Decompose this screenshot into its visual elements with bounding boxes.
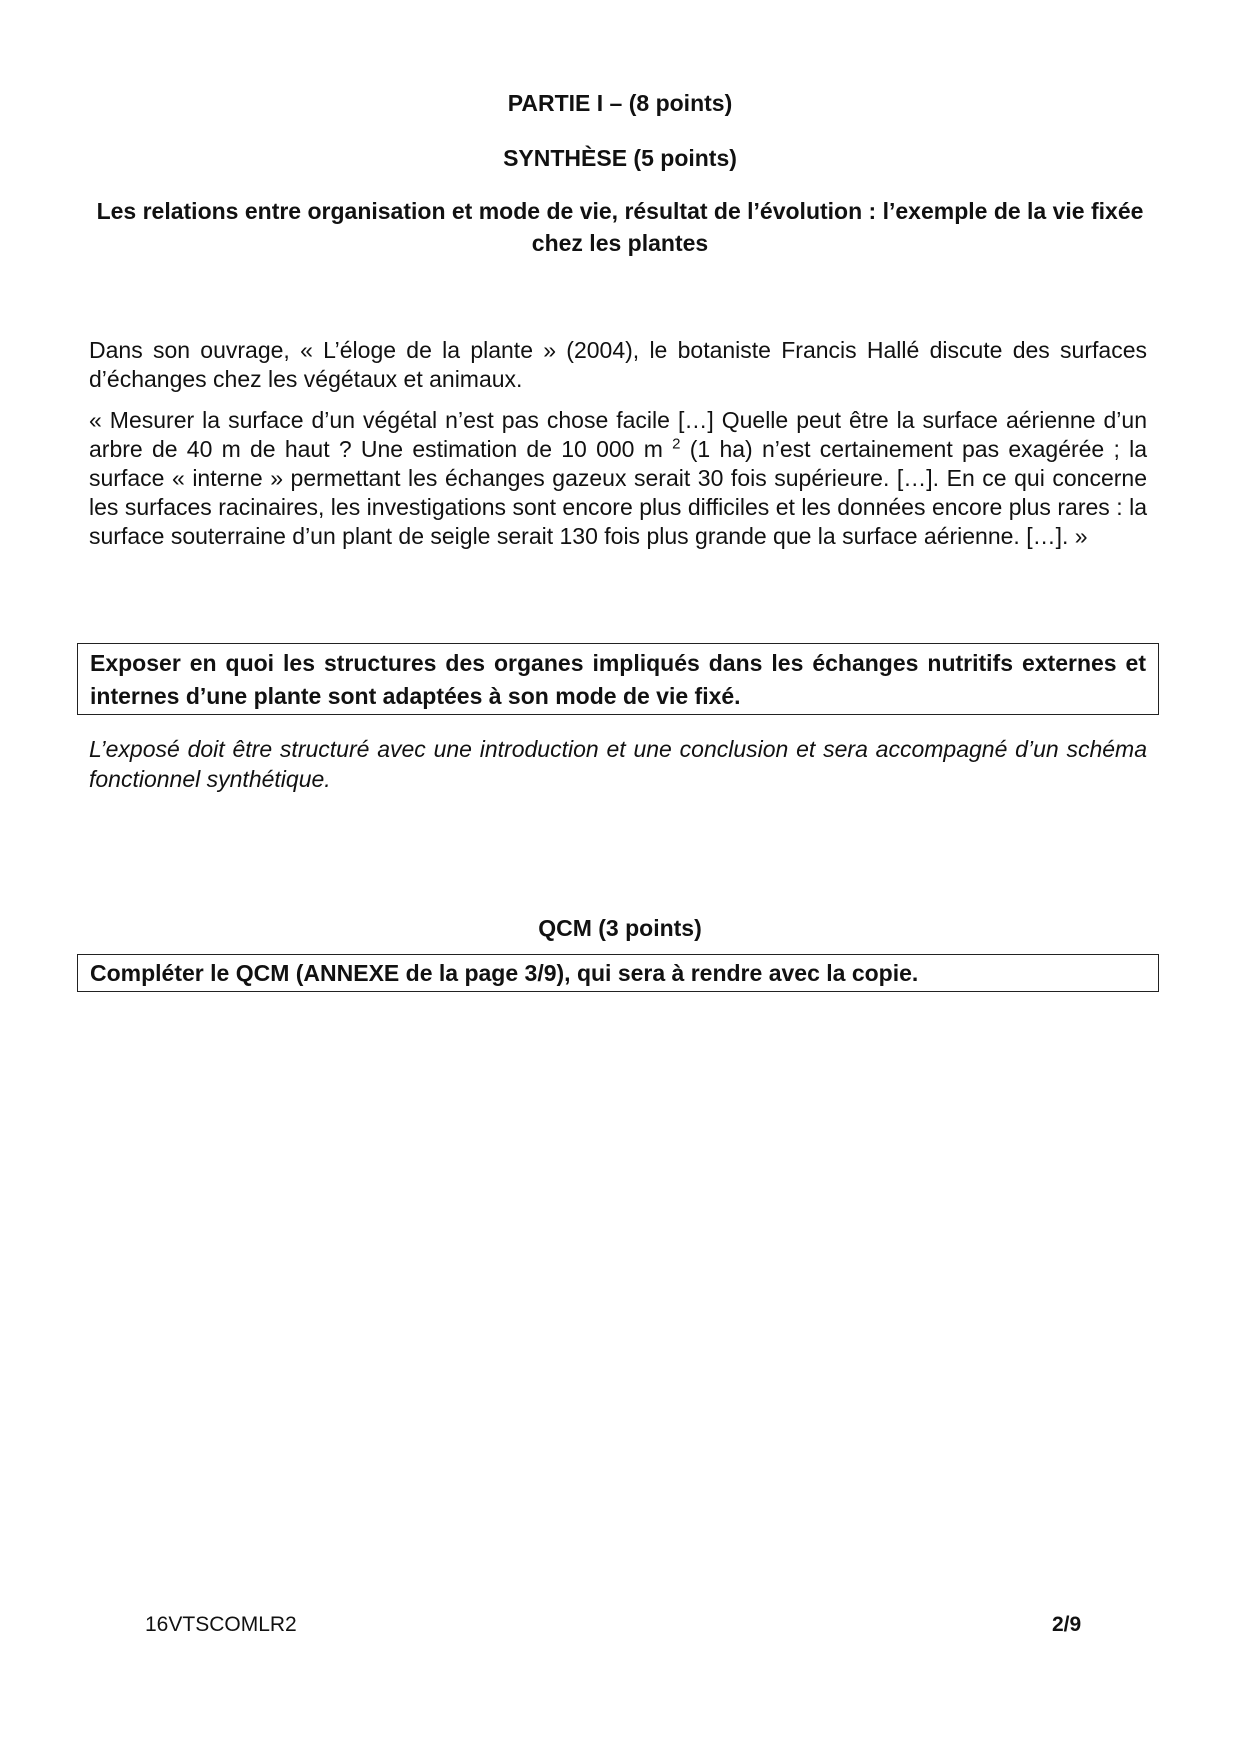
quote-paragraph [89, 406, 1147, 551]
footer-code: 16VTSCOMLR2 [145, 1613, 297, 1636]
qcm-title: QCM (3 points) [538, 915, 702, 941]
quote-text-part1: « Mesurer la surface d’un végétal n’est pas chose facile […] Quelle peut être la surface aérienne d’un arbre de 40 m de haut ? Une estimation de 10 000 m [89, 407, 1147, 462]
task-note: L’exposé doit être structuré avec une introduction et une conclusion et sera accompagné d’un schéma fonctionnel synthétique. [89, 736, 1147, 792]
intro-paragraph: Dans son ouvrage, « L’éloge de la plante » (2004), le botaniste Francis Hallé discute des surfaces d’échanges chez les végétaux et animaux. [89, 337, 1147, 392]
footer-page-number: 2/9 [1052, 1613, 1082, 1636]
qcm-instruction-box: Compléter le QCM (ANNEXE de la page 3/9), qui sera à rendre avec la copie. [77, 954, 1159, 992]
task-instruction-box: Exposer en quoi les structures des organes impliqués dans les échanges nutritifs externes et internes d’une plante sont adaptées à son mode de vie fixé. [77, 643, 1159, 715]
part-title: PARTIE I – (8 points) [507, 90, 733, 116]
quote-superscript: 2 [672, 435, 681, 453]
subject-title: Les relations entre organisation et mode de vie, résultat de l’évolution : l’exemple de la vie fixée chez les plantes [96, 198, 1144, 256]
quote-text-part2: (1 ha) n’est certainement pas exagérée ; la surface « interne » permettant les échanges gazeux serait 30 fois supérieure. […]. En ce qui concerne les surfaces racinaires, les investigations sont encore plus difficiles et les données encore plus rares : la surface souterraine d’un plant de seigle serait 130 fois plus grande que la surface aérienne. […]. » [89, 436, 1148, 549]
section-title: SYNTHÈSE (5 points) [503, 145, 737, 171]
